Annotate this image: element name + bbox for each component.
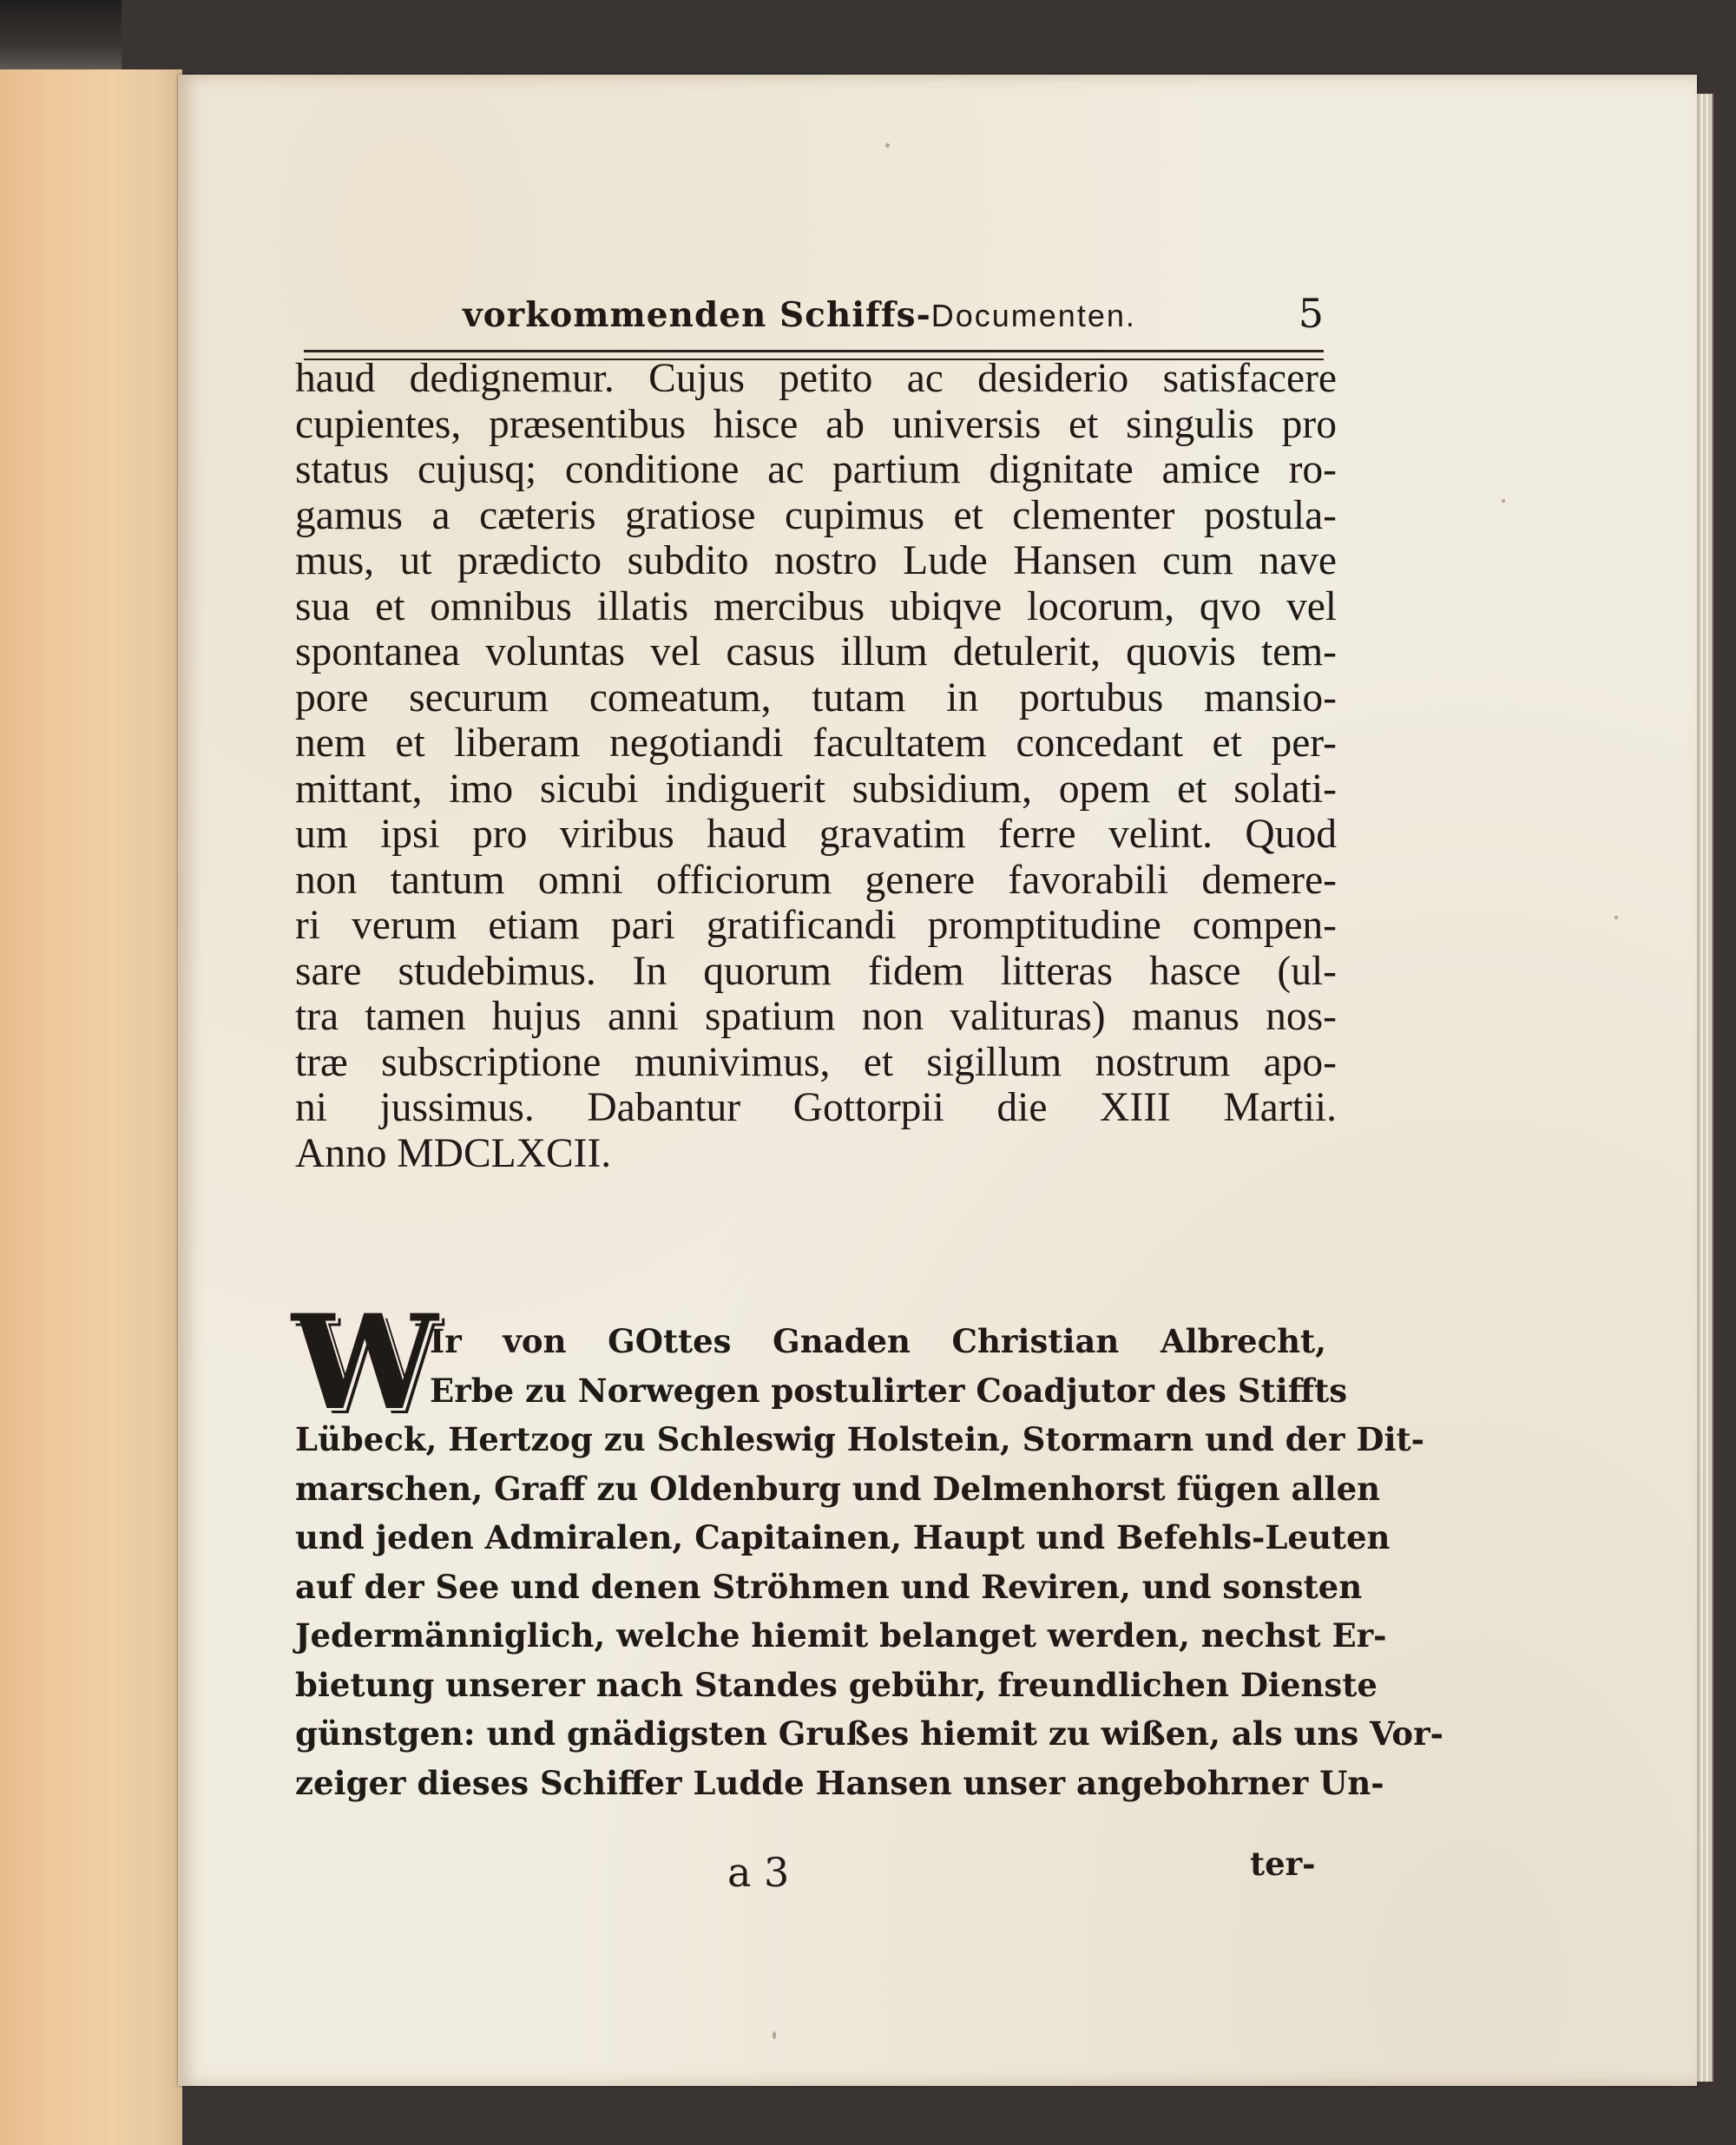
text-line: cupientes, præsentibus hisce ab universis et singulis pro: [295, 401, 1337, 447]
text-line: non tantum omni officiorum genere favorabili demere-: [295, 857, 1337, 903]
text-line: auf der See und denen Ströhmen und Reviren, und sonsten: [295, 1567, 1363, 1606]
text-line: bietung unserer nach Standes gebühr, freundlichen Dienste: [295, 1665, 1378, 1704]
paper-speck: [1614, 916, 1618, 919]
latin-text-block: [295, 356, 1337, 1176]
text-line: sare studebimus. In quorum fidem litteras hasce (ul-: [295, 948, 1337, 994]
text-line: sua et omnibus illatis mercibus ubiqve locorum, qvo vel: [295, 583, 1337, 629]
signature-mark: a 3: [727, 1849, 790, 1896]
text-line: Jedermänniglich, welche hiemit belanget werden, nechst Er-: [295, 1616, 1387, 1655]
text-line: spontanea voluntas vel casus illum detulerit, quovis tem-: [295, 629, 1337, 674]
decorative-initial: W: [292, 1286, 426, 1439]
text-line: marschen, Graff zu Oldenburg und Delmenhorst fügen allen: [295, 1469, 1381, 1508]
text-line: tra tamen hujus anni spatium non valituras) manus nos-: [295, 994, 1337, 1039]
text-line: Anno MDCLXCII.: [295, 1130, 612, 1176]
facing-page-edge: [0, 69, 182, 2145]
text-line: status cujusq; conditione ac partium dignitate amice ro-: [295, 447, 1337, 492]
paper-speck: [885, 143, 890, 148]
text-line: zeiger dieses Schiffer Ludde Hansen unser angebohrner Un-: [295, 1763, 1384, 1802]
book-cover-edge: [0, 0, 122, 78]
text-line: haud dedignemur. Cujus petito ac desiderio satisfacere: [295, 356, 1337, 401]
running-title: vorkommenden Schiffs-Documenten.: [463, 295, 1136, 335]
running-header: [304, 290, 1324, 347]
text-line: ni jussimus. Dabantur Gottorpii die XIII Martii.: [295, 1085, 1337, 1130]
text-line: ri verum etiam pari gratificandi promptitudine compen-: [295, 903, 1337, 948]
text-line: træ subscriptione munivimus, et sigillum nostrum apo-: [295, 1039, 1337, 1085]
text-line: mittant, imo sicubi indiguerit subsidium, opem et solati-: [295, 766, 1337, 812]
text-line: pore securum comeatum, tutam in portubus mansio-: [295, 674, 1337, 720]
text-line: Erbe zu Norwegen postulirter Coadjutor des Stiffts: [430, 1371, 1348, 1410]
page-number: 5: [1298, 290, 1324, 337]
text-line: mus, ut prædicto subdito nostro Lude Hansen cum nave: [295, 538, 1337, 583]
german-text-block: [295, 1317, 1443, 1807]
text-line: und jeden Admiralen, Capitainen, Haupt und Befehls-Leuten: [295, 1518, 1391, 1556]
running-title-latin: Documenten.: [930, 298, 1136, 333]
text-line: gamus a cæteris gratiose cupimus et clementer postula-: [295, 492, 1337, 538]
paper-speck: [1502, 499, 1505, 503]
text-line: Lübeck, Hertzog zu Schleswig Holstein, Stormarn und der Dit-: [295, 1420, 1424, 1458]
text-line: um ipsi pro viribus haud gravatim ferre velint. Quod: [295, 812, 1337, 857]
paper-speck: [773, 2031, 776, 2039]
catchword: ter-: [1250, 1845, 1316, 1883]
text-line: nem et liberam negotiandi facultatem concedant et per-: [295, 720, 1337, 766]
text-line: Ir von GOttes Gnaden Christian Albrecht,: [430, 1322, 1326, 1360]
text-line: günstgen: und gnädigsten Grußes hiemit zu wißen, als uns Vor-: [295, 1714, 1443, 1753]
